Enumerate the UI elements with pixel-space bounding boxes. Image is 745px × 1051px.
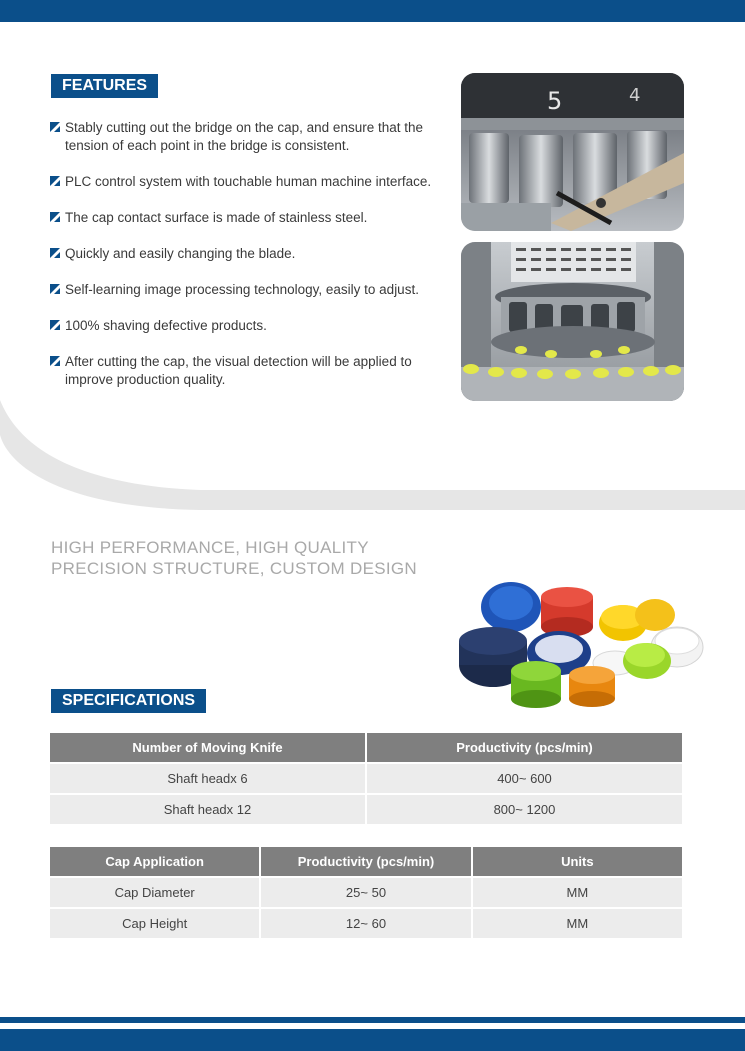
feature-text: Quickly and easily changing the blade. — [65, 246, 296, 261]
table-cell: Cap Height — [50, 909, 259, 938]
feature-item — [50, 119, 450, 155]
feature-item — [50, 209, 450, 227]
specifications-heading: SPECIFICATIONS — [51, 689, 206, 713]
feature-item — [50, 245, 450, 263]
bullet-icon — [50, 356, 60, 366]
table-header-row — [50, 847, 682, 876]
knife-productivity-table — [48, 731, 684, 826]
feature-text: After cutting the cap, the visual detection will be applied to improve production quality. — [65, 354, 412, 387]
headline-line-1: HIGH PERFORMANCE, HIGH QUALITY — [51, 538, 369, 557]
station-number-4: 4 — [629, 85, 641, 106]
table-row — [50, 764, 682, 793]
bottle-caps-photo — [455, 575, 705, 710]
feature-text: Stably cutting out the bridge on the cap, and ensure that the tension of each point in the bridge is consistent. — [65, 120, 424, 153]
feature-text: Self-learning image processing technology, easily to adjust. — [65, 282, 419, 297]
table-cell: Cap Diameter — [50, 878, 259, 907]
rotary-machine-photo — [461, 242, 684, 401]
feature-text: 100% shaving defective products. — [65, 318, 267, 333]
table-cell: MM — [473, 909, 682, 938]
top-brand-bar — [0, 0, 745, 22]
table-cell: 800~ 1200 — [367, 795, 682, 824]
table-row — [50, 795, 682, 824]
cutting-station-photo — [461, 73, 684, 231]
table-row — [50, 878, 682, 907]
column-header: Productivity (pcs/min) — [261, 847, 470, 876]
bullet-icon — [50, 122, 60, 132]
headline — [51, 537, 417, 579]
table-header-row — [50, 733, 682, 762]
bottom-stripe-thin — [0, 1017, 745, 1023]
table-row — [50, 909, 682, 938]
bottom-brand-bar — [0, 1029, 745, 1051]
bullet-icon — [50, 284, 60, 294]
table-cell: MM — [473, 878, 682, 907]
feature-item — [50, 353, 450, 389]
table-cell: 12~ 60 — [261, 909, 470, 938]
feature-item — [50, 317, 450, 335]
feature-text: The cap contact surface is made of stainless steel. — [65, 210, 368, 225]
station-number-5: 5 — [547, 87, 563, 115]
bullet-icon — [50, 176, 60, 186]
features-heading: FEATURES — [51, 74, 158, 98]
bullet-icon — [50, 212, 60, 222]
column-header: Number of Moving Knife — [50, 733, 365, 762]
column-header: Units — [473, 847, 682, 876]
feature-text: PLC control system with touchable human machine interface. — [65, 174, 432, 189]
feature-item — [50, 281, 450, 299]
column-header: Productivity (pcs/min) — [367, 733, 682, 762]
headline-line-2: PRECISION STRUCTURE, CUSTOM DESIGN — [51, 559, 417, 578]
features-list — [50, 119, 450, 407]
cap-application-table — [48, 845, 684, 940]
feature-item — [50, 173, 450, 191]
table-cell: Shaft headx 6 — [50, 764, 365, 793]
column-header: Cap Application — [50, 847, 259, 876]
decorative-swoosh — [0, 390, 745, 520]
table-cell: 25~ 50 — [261, 878, 470, 907]
bullet-icon — [50, 320, 60, 330]
table-cell: 400~ 600 — [367, 764, 682, 793]
table-cell: Shaft headx 12 — [50, 795, 365, 824]
bullet-icon — [50, 248, 60, 258]
